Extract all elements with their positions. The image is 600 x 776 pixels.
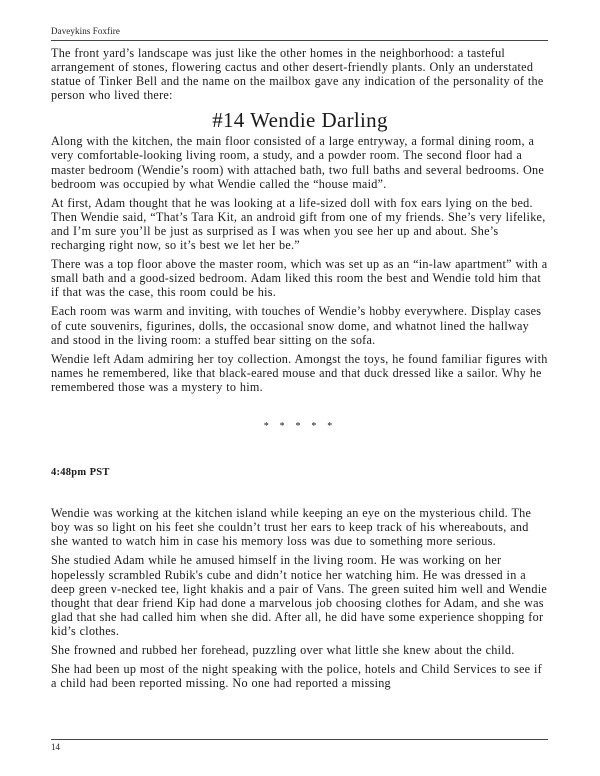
paragraph-2: At first, Adam thought that he was looking at a life-sized doll with fox ears lying on the bed. Then Wendie said, “That’s Tara Kit, an android gift from one of my friends. She’s very lifelike, and I’m sure you’ll be just as surprised as I was when you see her up and about. She’s recharging right now, so it’s best we let her be.” (51, 195, 546, 253)
paragraph-6: Wendie was working at the kitchen island while keeping an eye on the mysterious child. The boy was so light on his feet she couldn’t trust her ears to keep track of his whereabouts, and she wanted to watch him in case his memory loss was due to something more serious. (51, 506, 532, 549)
paragraph-1: Along with the kitchen, the main floor consisted of a large entryway, a formal dining room, a very comfortable-looking living room, a study, and a powder room. The second floor had a master bedroom (Wendie’s room) with attached bath, two full baths and several bedrooms. One bedroom was occupied by what Wendie called the “house maid”. (51, 134, 545, 191)
page-number: 14 (51, 742, 60, 752)
paragraph-7: She studied Adam while he amused himself in the living room. He was working on her hopelessly scrambled Rubik's cube and didn’t notice her watching him. He was dressed in a deep green v-necked tee, light khakis and a pair of Vans. The green suited him well and Wendie thought that dear friend Kip had done a marvelous job choosing clothes for Adam, and she was glad that she had called him when she did. After all, he did have some experience shopping for kid’s clothes. (51, 553, 548, 638)
body-text (51, 46, 549, 695)
paragraph-intro: The front yard’s landscape was just like the other homes in the neighborhood: a tasteful arrangement of stones, flowering cactus and other desert-friendly plants. Only an understated statue of Tinker Bell and the name on the mailbox gave any indication of the personality of the person who lived there: (51, 46, 544, 103)
paragraph-3: There was a top floor above the master room, which was set up as an “in-law apartment” with a small bath and a good-sized bedroom. Adam liked this room the best and Wendie told him that if that was the case, this room could be his. (51, 257, 548, 300)
chapter-title: #14 Wendie Darling (212, 108, 388, 133)
scene-timestamp: 4:48pm PST (51, 467, 110, 479)
footer-rule (51, 739, 548, 740)
paragraph-8: She frowned and rubbed her forehead, puzzling over what little she knew about the child. (51, 643, 515, 657)
paragraph-9: She had been up most of the night speaking with the police, hotels and Child Services to see if a child had been reported missing. No one had reported a missing (51, 662, 542, 691)
header-rule (51, 40, 548, 41)
paragraph-5: Wendie left Adam admiring her toy collection. Amongst the toys, he found familiar figures with names he remembered, like that black-eared mouse and that duck dressed like a sailor. Why he remembered those was a mystery to him. (51, 351, 548, 394)
running-head: Daveykins Foxfire (51, 26, 120, 36)
scene-break: * * * * * (263, 420, 337, 432)
paragraph-4: Each room was warm and inviting, with touches of Wendie’s hobby everywhere. Display cases of cute souvenirs, figurines, dolls, the occasional snow dome, and whatnot lined the hallway and stood in the living room: a stuffed bear sitting on the sofa. (51, 304, 542, 347)
